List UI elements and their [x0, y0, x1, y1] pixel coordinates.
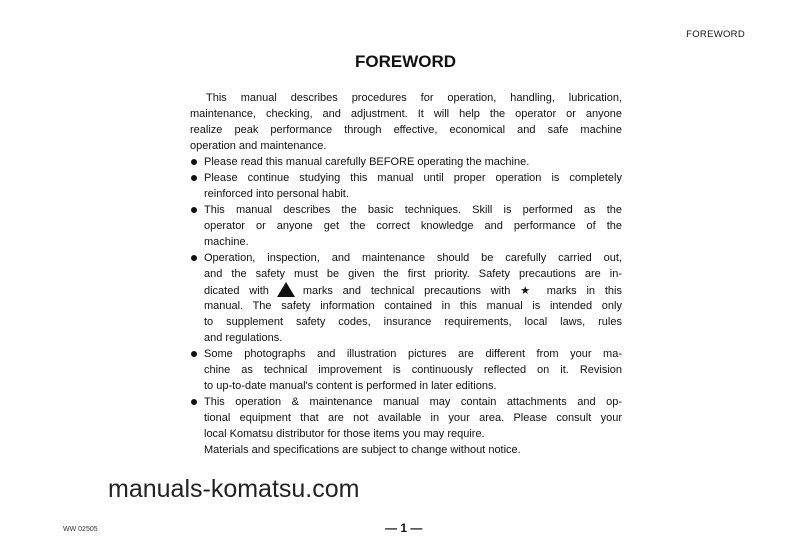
text-line: machine.: [204, 236, 249, 248]
text-line: Materials and specifications are subject to change without notice.: [204, 444, 521, 456]
bullet-item: [190, 346, 622, 362]
text-line: chine as technical improvement is continuously reflected on it. Revision: [204, 364, 622, 376]
watermark: manuals-komatsu.com: [108, 475, 360, 503]
bullet-item: [190, 250, 622, 266]
bullet-item: [190, 170, 622, 186]
text-line: and regulations.: [204, 332, 283, 344]
text-line: and the safety must be given the first priority. Safety precautions are in-: [204, 268, 622, 280]
text-line: realize peak performance through effective, economical and safe machine: [190, 124, 622, 136]
bullet-icon: [191, 351, 197, 357]
text-line: Some photographs and illustration pictures are different from your ma-: [204, 348, 622, 360]
bullet-icon: [191, 255, 197, 261]
bullet-icon: [191, 399, 197, 405]
text-line: local Komatsu distributor for those items you may require.: [204, 428, 485, 440]
text-segment: dicated with: [204, 285, 269, 297]
document-code: WW 02505: [63, 526, 98, 533]
page-number: — 1 —: [385, 521, 423, 535]
bullet-icon: [191, 159, 197, 165]
text-line: This operation & maintenance manual may contain attachments and op-: [204, 396, 622, 408]
text-segment: marks and technical precautions with ★ marks in this: [302, 285, 622, 297]
text-line: manual. The safety information contained in this manual is intended only: [204, 300, 622, 312]
text-line: reinforced into personal habit.: [204, 188, 349, 200]
foreword-body: [190, 90, 622, 458]
text-line: [190, 282, 622, 298]
text-line: maintenance, checking, and adjustment. It will help the operator or anyone: [190, 108, 622, 120]
text-line: operation and maintenance.: [190, 140, 327, 152]
warning-triangle-icon: [277, 282, 295, 297]
running-header: FOREWORD: [686, 29, 745, 40]
text-line: Please continue studying this manual until proper operation is completely: [204, 172, 622, 184]
text-line: to up-to-date manual's content is performed in later editions.: [204, 380, 497, 392]
bullet-item: [190, 202, 622, 218]
text-line: operator or anyone get the correct knowledge and performance of the: [204, 220, 622, 232]
text-line: This manual describes procedures for operation, handling, lubrication,: [206, 92, 622, 104]
bullet-icon: [191, 207, 197, 213]
text-line: to supplement safety codes, insurance requirements, local laws, rules: [204, 316, 622, 328]
page-title: FOREWORD: [354, 52, 457, 71]
text-line: tional equipment that are not available in your area. Please consult your: [204, 412, 622, 424]
text-line: Please read this manual carefully BEFORE operating the machine.: [204, 156, 530, 168]
text-line: This manual describes the basic techniques. Skill is performed as the: [204, 204, 622, 216]
bullet-icon: [191, 175, 197, 181]
bullet-item: [190, 394, 622, 410]
bullet-item: [190, 154, 622, 170]
text-line: Operation, inspection, and maintenance should be carefully carried out,: [204, 252, 622, 264]
